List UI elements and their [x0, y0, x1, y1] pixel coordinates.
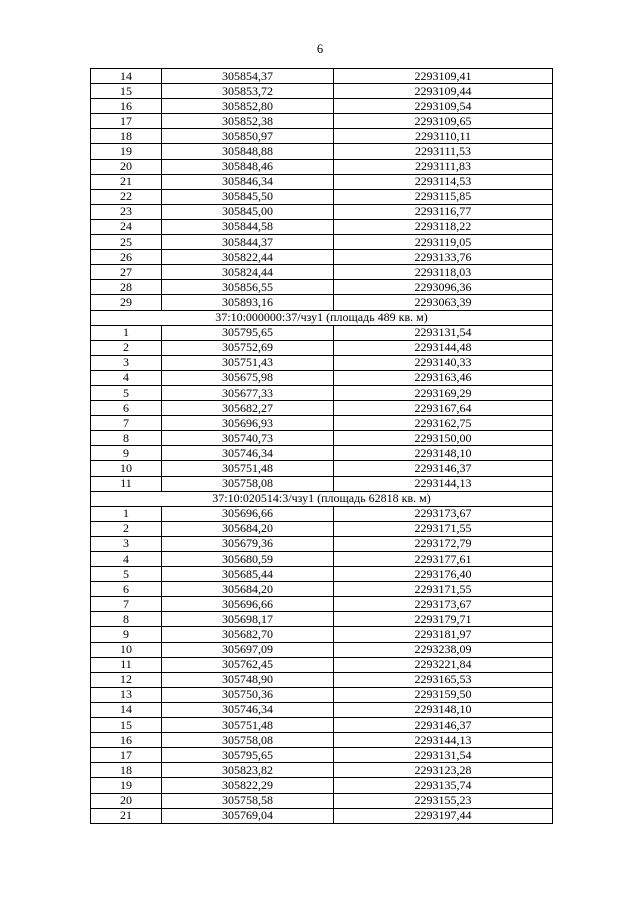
y-coordinate-cell: 2293063,39: [334, 295, 553, 310]
x-coordinate-cell: 305752,69: [162, 340, 334, 355]
table-row: [91, 597, 553, 612]
point-number-cell: 17: [91, 748, 162, 763]
x-coordinate-cell: 305684,20: [162, 582, 334, 597]
table-row: [91, 506, 553, 521]
table-row: [91, 657, 553, 672]
y-coordinate-cell: 2293110,11: [334, 129, 553, 144]
y-coordinate-cell: 2293155,23: [334, 793, 553, 808]
x-coordinate-cell: 305846,34: [162, 174, 334, 189]
y-coordinate-cell: 2293165,53: [334, 672, 553, 687]
table-row: [91, 204, 553, 219]
section-heading: 37:10:000000:37/чзу1 (площадь 489 кв. м): [91, 310, 553, 325]
table-row: [91, 461, 553, 476]
table-row: [91, 642, 553, 657]
point-number-cell: 1: [91, 325, 162, 340]
y-coordinate-cell: 2293171,55: [334, 521, 553, 536]
table-row: [91, 159, 553, 174]
point-number-cell: 4: [91, 370, 162, 385]
table-row: [91, 778, 553, 793]
point-number-cell: 19: [91, 778, 162, 793]
table-row: [91, 476, 553, 491]
point-number-cell: 2: [91, 521, 162, 536]
point-number-cell: 26: [91, 250, 162, 265]
point-number-cell: 15: [91, 718, 162, 733]
table-row: [91, 416, 553, 431]
y-coordinate-cell: 2293176,40: [334, 567, 553, 582]
table-row: [91, 370, 553, 385]
table-row: [91, 280, 553, 295]
point-number-cell: 7: [91, 416, 162, 431]
x-coordinate-cell: 305748,90: [162, 672, 334, 687]
section-heading-row: [91, 491, 553, 506]
y-coordinate-cell: 2293109,54: [334, 99, 553, 114]
table-row: [91, 295, 553, 310]
y-coordinate-cell: 2293148,10: [334, 446, 553, 461]
y-coordinate-cell: 2293096,36: [334, 280, 553, 295]
table-row: [91, 99, 553, 114]
point-number-cell: 11: [91, 657, 162, 672]
table-row: [91, 340, 553, 355]
point-number-cell: 23: [91, 204, 162, 219]
x-coordinate-cell: 305762,45: [162, 657, 334, 672]
x-coordinate-cell: 305677,33: [162, 385, 334, 400]
table-row: [91, 582, 553, 597]
table-row: [91, 567, 553, 582]
x-coordinate-cell: 305751,48: [162, 718, 334, 733]
point-number-cell: 9: [91, 627, 162, 642]
table-row: [91, 702, 553, 717]
point-number-cell: 7: [91, 597, 162, 612]
table-row: [91, 793, 553, 808]
y-coordinate-cell: 2293111,53: [334, 144, 553, 159]
y-coordinate-cell: 2293109,44: [334, 84, 553, 99]
table-row: [91, 69, 553, 84]
x-coordinate-cell: 305697,09: [162, 642, 334, 657]
table-row: [91, 355, 553, 370]
x-coordinate-cell: 305696,93: [162, 416, 334, 431]
y-coordinate-cell: 2293115,85: [334, 189, 553, 204]
x-coordinate-cell: 305698,17: [162, 612, 334, 627]
x-coordinate-cell: 305795,65: [162, 325, 334, 340]
point-number-cell: 19: [91, 144, 162, 159]
point-number-cell: 5: [91, 567, 162, 582]
x-coordinate-cell: 305844,58: [162, 219, 334, 234]
table-row: [91, 763, 553, 778]
x-coordinate-cell: 305751,43: [162, 355, 334, 370]
point-number-cell: 14: [91, 69, 162, 84]
point-number-cell: 8: [91, 431, 162, 446]
y-coordinate-cell: 2293133,76: [334, 250, 553, 265]
y-coordinate-cell: 2293163,46: [334, 370, 553, 385]
table-row: [91, 174, 553, 189]
point-number-cell: 21: [91, 808, 162, 823]
point-number-cell: 5: [91, 385, 162, 400]
y-coordinate-cell: 2293109,65: [334, 114, 553, 129]
point-number-cell: 18: [91, 763, 162, 778]
y-coordinate-cell: 2293148,10: [334, 702, 553, 717]
x-coordinate-cell: 305823,82: [162, 763, 334, 778]
y-coordinate-cell: 2293150,00: [334, 431, 553, 446]
x-coordinate-cell: 305682,27: [162, 401, 334, 416]
table-row: [91, 431, 553, 446]
table-row: [91, 748, 553, 763]
y-coordinate-cell: 2293144,48: [334, 340, 553, 355]
y-coordinate-cell: 2293140,33: [334, 355, 553, 370]
y-coordinate-cell: 2293173,67: [334, 597, 553, 612]
y-coordinate-cell: 2293144,13: [334, 733, 553, 748]
table-row: [91, 114, 553, 129]
point-number-cell: 27: [91, 265, 162, 280]
y-coordinate-cell: 2293114,53: [334, 174, 553, 189]
y-coordinate-cell: 2293146,37: [334, 718, 553, 733]
point-number-cell: 29: [91, 295, 162, 310]
table-row: [91, 718, 553, 733]
point-number-cell: 16: [91, 733, 162, 748]
table-row: [91, 129, 553, 144]
table-row: [91, 808, 553, 823]
table-row: [91, 536, 553, 551]
point-number-cell: 1: [91, 506, 162, 521]
x-coordinate-cell: 305696,66: [162, 506, 334, 521]
y-coordinate-cell: 2293119,05: [334, 235, 553, 250]
y-coordinate-cell: 2293171,55: [334, 582, 553, 597]
coordinates-table-body: [91, 69, 553, 824]
table-row: [91, 672, 553, 687]
x-coordinate-cell: 305750,36: [162, 687, 334, 702]
y-coordinate-cell: 2293118,03: [334, 265, 553, 280]
point-number-cell: 20: [91, 793, 162, 808]
y-coordinate-cell: 2293109,41: [334, 69, 553, 84]
point-number-cell: 9: [91, 446, 162, 461]
point-number-cell: 14: [91, 702, 162, 717]
x-coordinate-cell: 305853,72: [162, 84, 334, 99]
table-row: [91, 189, 553, 204]
y-coordinate-cell: 2293131,54: [334, 748, 553, 763]
x-coordinate-cell: 305845,00: [162, 204, 334, 219]
x-coordinate-cell: 305751,48: [162, 461, 334, 476]
x-coordinate-cell: 305684,20: [162, 521, 334, 536]
table-row: [91, 235, 553, 250]
y-coordinate-cell: 2293169,29: [334, 385, 553, 400]
point-number-cell: 11: [91, 476, 162, 491]
x-coordinate-cell: 305685,44: [162, 567, 334, 582]
x-coordinate-cell: 305740,73: [162, 431, 334, 446]
y-coordinate-cell: 2293135,74: [334, 778, 553, 793]
page-number: 6: [316, 42, 324, 56]
x-coordinate-cell: 305854,37: [162, 69, 334, 84]
y-coordinate-cell: 2293179,71: [334, 612, 553, 627]
x-coordinate-cell: 305758,58: [162, 793, 334, 808]
section-heading: 37:10:020514:3/чзу1 (площадь 62818 кв. м): [91, 491, 553, 506]
point-number-cell: 10: [91, 642, 162, 657]
table-row: [91, 265, 553, 280]
coordinates-table: [90, 68, 553, 824]
x-coordinate-cell: 305822,29: [162, 778, 334, 793]
point-number-cell: 3: [91, 536, 162, 551]
y-coordinate-cell: 2293116,77: [334, 204, 553, 219]
y-coordinate-cell: 2293131,54: [334, 325, 553, 340]
x-coordinate-cell: 305769,04: [162, 808, 334, 823]
x-coordinate-cell: 305682,70: [162, 627, 334, 642]
point-number-cell: 6: [91, 401, 162, 416]
x-coordinate-cell: 305856,55: [162, 280, 334, 295]
x-coordinate-cell: 305746,34: [162, 702, 334, 717]
x-coordinate-cell: 305758,08: [162, 476, 334, 491]
x-coordinate-cell: 305680,59: [162, 552, 334, 567]
point-number-cell: 18: [91, 129, 162, 144]
x-coordinate-cell: 305852,80: [162, 99, 334, 114]
y-coordinate-cell: 2293111,83: [334, 159, 553, 174]
table-row: [91, 325, 553, 340]
point-number-cell: 16: [91, 99, 162, 114]
point-number-cell: 4: [91, 552, 162, 567]
table-row: [91, 385, 553, 400]
table-row: [91, 219, 553, 234]
x-coordinate-cell: 305795,65: [162, 748, 334, 763]
point-number-cell: 3: [91, 355, 162, 370]
y-coordinate-cell: 2293167,64: [334, 401, 553, 416]
point-number-cell: 13: [91, 687, 162, 702]
x-coordinate-cell: 305675,98: [162, 370, 334, 385]
y-coordinate-cell: 2293177,61: [334, 552, 553, 567]
point-number-cell: 12: [91, 672, 162, 687]
point-number-cell: 17: [91, 114, 162, 129]
point-number-cell: 2: [91, 340, 162, 355]
section-heading-row: [91, 310, 553, 325]
x-coordinate-cell: 305679,36: [162, 536, 334, 551]
table-row: [91, 627, 553, 642]
point-number-cell: 22: [91, 189, 162, 204]
y-coordinate-cell: 2293197,44: [334, 808, 553, 823]
point-number-cell: 21: [91, 174, 162, 189]
x-coordinate-cell: 305758,08: [162, 733, 334, 748]
y-coordinate-cell: 2293221,84: [334, 657, 553, 672]
y-coordinate-cell: 2293238,09: [334, 642, 553, 657]
y-coordinate-cell: 2293181,97: [334, 627, 553, 642]
x-coordinate-cell: 305822,44: [162, 250, 334, 265]
x-coordinate-cell: 305852,38: [162, 114, 334, 129]
table-row: [91, 687, 553, 702]
x-coordinate-cell: 305746,34: [162, 446, 334, 461]
y-coordinate-cell: 2293162,75: [334, 416, 553, 431]
x-coordinate-cell: 305893,16: [162, 295, 334, 310]
y-coordinate-cell: 2293159,50: [334, 687, 553, 702]
point-number-cell: 20: [91, 159, 162, 174]
point-number-cell: 28: [91, 280, 162, 295]
y-coordinate-cell: 2293173,67: [334, 506, 553, 521]
table-row: [91, 612, 553, 627]
table-row: [91, 250, 553, 265]
x-coordinate-cell: 305845,50: [162, 189, 334, 204]
y-coordinate-cell: 2293144,13: [334, 476, 553, 491]
point-number-cell: 8: [91, 612, 162, 627]
x-coordinate-cell: 305850,97: [162, 129, 334, 144]
y-coordinate-cell: 2293118,22: [334, 219, 553, 234]
y-coordinate-cell: 2293172,79: [334, 536, 553, 551]
x-coordinate-cell: 305844,37: [162, 235, 334, 250]
table-row: [91, 446, 553, 461]
point-number-cell: 24: [91, 219, 162, 234]
x-coordinate-cell: 305848,88: [162, 144, 334, 159]
table-row: [91, 552, 553, 567]
point-number-cell: 25: [91, 235, 162, 250]
point-number-cell: 6: [91, 582, 162, 597]
table-row: [91, 401, 553, 416]
x-coordinate-cell: 305824,44: [162, 265, 334, 280]
y-coordinate-cell: 2293123,28: [334, 763, 553, 778]
point-number-cell: 15: [91, 84, 162, 99]
table-row: [91, 84, 553, 99]
table-row: [91, 733, 553, 748]
y-coordinate-cell: 2293146,37: [334, 461, 553, 476]
table-row: [91, 521, 553, 536]
table-row: [91, 144, 553, 159]
x-coordinate-cell: 305848,46: [162, 159, 334, 174]
x-coordinate-cell: 305696,66: [162, 597, 334, 612]
point-number-cell: 10: [91, 461, 162, 476]
